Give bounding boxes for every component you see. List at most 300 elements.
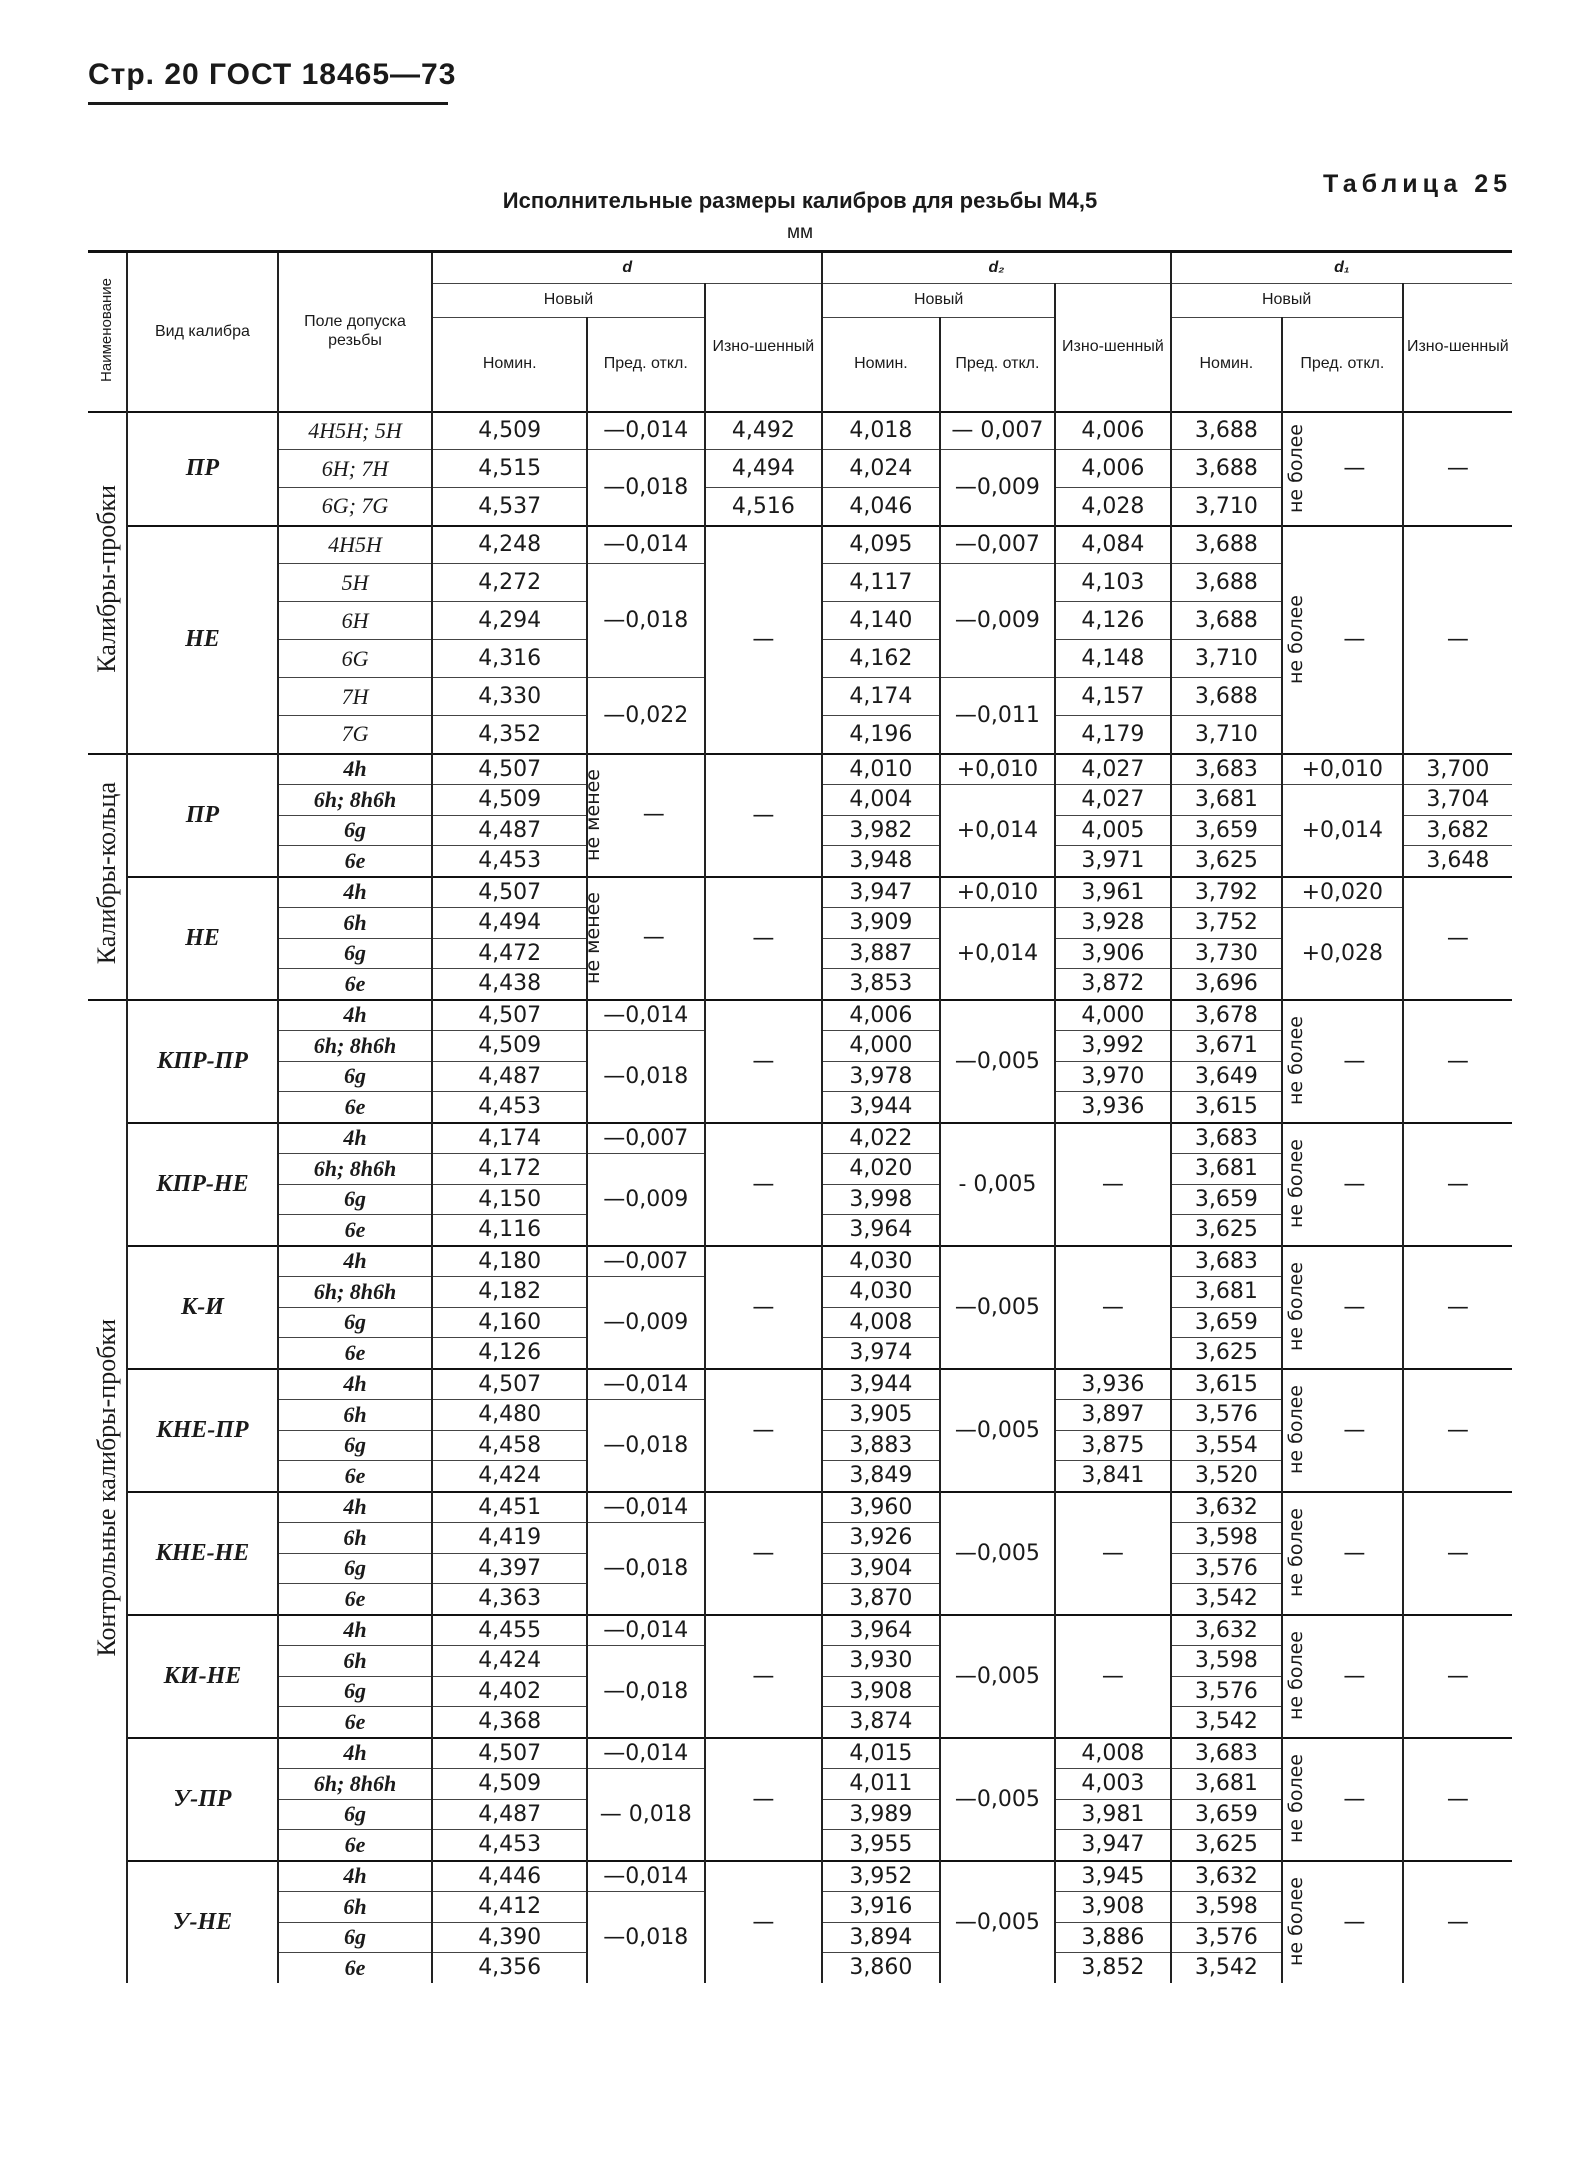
d1-nominal: 3,659 <box>1171 1799 1282 1830</box>
d-nominal: 4,150 <box>432 1184 587 1215</box>
d-nominal: 4,453 <box>432 1830 587 1861</box>
thread-field: 4H5H; 5H <box>278 412 433 450</box>
category-label <box>88 754 127 1000</box>
d-nominal: 4,419 <box>432 1523 587 1554</box>
d2-nominal: 3,998 <box>822 1184 940 1215</box>
d2-worn: 3,872 <box>1055 969 1171 1000</box>
d2-nominal: 4,174 <box>822 678 940 716</box>
gauge-kind: КПР-НЕ <box>127 1123 278 1246</box>
d-nominal: 4,451 <box>432 1492 587 1523</box>
d-nominal: 4,487 <box>432 1799 587 1830</box>
d1-nominal: 3,688 <box>1171 678 1282 716</box>
d2-worn: 3,886 <box>1055 1922 1171 1953</box>
d-nominal: 4,537 <box>432 488 587 526</box>
gauge-kind: ПР <box>127 754 278 877</box>
d-nominal: 4,363 <box>432 1584 587 1615</box>
d1-nominal: 3,710 <box>1171 640 1282 678</box>
table-unit: мм <box>786 222 814 243</box>
thread-field: 6H <box>278 602 433 640</box>
d2-deviation: —0,005 <box>940 1738 1055 1861</box>
d2-nominal: 3,944 <box>822 1369 940 1400</box>
d1-deviation <box>1282 1000 1403 1123</box>
gauge-kind: К-И <box>127 1246 278 1369</box>
category-text: Калибры-пробки <box>92 485 122 673</box>
category-label <box>88 1000 127 1983</box>
gauge-kind: У-ПР <box>127 1738 278 1861</box>
d-nominal: 4,294 <box>432 602 587 640</box>
d1-nominal: 3,688 <box>1171 564 1282 602</box>
d1-worn: 3,648 <box>1403 846 1512 877</box>
d1-nominal: 3,671 <box>1171 1031 1282 1062</box>
d1-nominal: 3,792 <box>1171 877 1282 908</box>
d2-worn: 3,981 <box>1055 1799 1171 1830</box>
col-d2-new: Новый <box>822 284 1055 318</box>
d-nominal: 4,412 <box>432 1892 587 1923</box>
d2-worn: 3,936 <box>1055 1092 1171 1123</box>
thread-field: 4h <box>278 1615 433 1646</box>
d2-nominal: 4,015 <box>822 1738 940 1769</box>
d2-nominal: 3,905 <box>822 1400 940 1431</box>
d-nominal: 4,487 <box>432 1061 587 1092</box>
d2-deviation: —0,005 <box>940 1861 1055 1983</box>
d2-nominal: 4,004 <box>822 785 940 816</box>
d2-deviation: —0,005 <box>940 1615 1055 1738</box>
thread-field: 6g <box>278 938 433 969</box>
thread-field: 6h <box>278 1646 433 1677</box>
thread-field: 6g <box>278 1676 433 1707</box>
d1-nominal: 3,576 <box>1171 1922 1282 1953</box>
d-nominal: 4,446 <box>432 1861 587 1892</box>
d-deviation: —0,018 <box>587 1646 705 1738</box>
d2-deviation: +0,010 <box>940 754 1055 785</box>
category-label <box>88 412 127 754</box>
d-worn: — <box>705 754 823 877</box>
d2-nominal: 3,916 <box>822 1892 940 1923</box>
d2-worn: 3,945 <box>1055 1861 1171 1892</box>
d1-nominal: 3,615 <box>1171 1369 1282 1400</box>
d-worn: — <box>705 526 823 754</box>
d1-worn: — <box>1403 1615 1512 1738</box>
table-row <box>88 754 1512 785</box>
thread-field: 6e <box>278 1338 433 1369</box>
d2-nominal: 3,860 <box>822 1953 940 1983</box>
d-nominal: 4,248 <box>432 526 587 564</box>
col-field: Поле допуска резьбы <box>278 252 433 412</box>
d2-worn: 3,992 <box>1055 1031 1171 1062</box>
d1-nominal: 3,688 <box>1171 450 1282 488</box>
d2-worn: 4,003 <box>1055 1769 1171 1800</box>
col-name: Наименование <box>88 252 127 412</box>
note-not-more: не более <box>1285 1754 1308 1844</box>
d1-deviation-value: — <box>1343 1663 1366 1689</box>
thread-field: 6h <box>278 1892 433 1923</box>
d-nominal: 4,316 <box>432 640 587 678</box>
d1-worn: 3,700 <box>1403 754 1512 785</box>
d2-nominal: 3,894 <box>822 1922 940 1953</box>
d-deviation: —0,018 <box>587 1523 705 1615</box>
d1-nominal: 3,598 <box>1171 1646 1282 1677</box>
thread-field: 6e <box>278 1461 433 1492</box>
d2-nominal: 4,030 <box>822 1246 940 1277</box>
d1-deviation <box>1282 526 1403 754</box>
d1-deviation-value: — <box>1343 456 1366 481</box>
d1-worn: — <box>1403 1492 1512 1615</box>
d1-deviation: +0,014 <box>1282 785 1403 877</box>
note-not-more: не более <box>1285 1877 1308 1967</box>
d2-nominal: 4,140 <box>822 602 940 640</box>
d2-nominal: 3,989 <box>822 1799 940 1830</box>
d-deviation: —0,014 <box>587 1369 705 1400</box>
d2-nominal: 3,948 <box>822 846 940 877</box>
d-worn: — <box>705 1369 823 1492</box>
table-number: Таблица 25 <box>1323 170 1512 198</box>
d2-worn: 4,148 <box>1055 640 1171 678</box>
thread-field: 6g <box>278 815 433 846</box>
category-text: Контрольные калибры-пробки <box>92 1319 122 1657</box>
d1-deviation-value: — <box>1343 1786 1366 1812</box>
d1-nominal: 3,576 <box>1171 1400 1282 1431</box>
col-d: d <box>432 252 822 284</box>
thread-field: 6e <box>278 1584 433 1615</box>
thread-field: 4h <box>278 1369 433 1400</box>
thread-field: 4h <box>278 1861 433 1892</box>
d-worn: — <box>705 877 823 1000</box>
thread-field: 6e <box>278 1953 433 1983</box>
d-nominal: 4,453 <box>432 846 587 877</box>
d1-nominal: 3,688 <box>1171 602 1282 640</box>
d1-deviation <box>1282 1492 1403 1615</box>
d-worn: 4,492 <box>705 412 823 450</box>
d1-nominal: 3,542 <box>1171 1584 1282 1615</box>
d2-worn: 4,006 <box>1055 450 1171 488</box>
thread-field: 6h <box>278 908 433 939</box>
d1-nominal: 3,598 <box>1171 1892 1282 1923</box>
header-rule <box>88 102 448 105</box>
d-deviation: —0,018 <box>587 1400 705 1492</box>
table-row <box>88 1738 1512 1769</box>
d1-worn: — <box>1403 1000 1512 1123</box>
d1-deviation-value: — <box>1343 1417 1366 1443</box>
thread-field: 6h; 8h6h <box>278 1769 433 1800</box>
table-row <box>88 1123 1512 1154</box>
d2-nominal: 3,952 <box>822 1861 940 1892</box>
thread-field: 6g <box>278 1799 433 1830</box>
gauge-kind: КИ-НЕ <box>127 1615 278 1738</box>
table-row <box>88 526 1512 564</box>
thread-field: 5H <box>278 564 433 602</box>
d1-nominal: 3,576 <box>1171 1676 1282 1707</box>
col-d-dev: Пред. откл. <box>587 318 705 412</box>
gauge-kind: НЕ <box>127 526 278 754</box>
d-deviation: —0,018 <box>587 1892 705 1983</box>
d2-nominal: 3,960 <box>822 1492 940 1523</box>
col-d2-dev: Пред. откл. <box>940 318 1055 412</box>
gauge-dimensions-table <box>88 250 1512 1983</box>
d1-deviation: +0,028 <box>1282 908 1403 1000</box>
d2-nominal: 4,018 <box>822 412 940 450</box>
d1-deviation: +0,010 <box>1282 754 1403 785</box>
thread-field: 6G <box>278 640 433 678</box>
d1-nominal: 3,681 <box>1171 1769 1282 1800</box>
d-nominal: 4,509 <box>432 412 587 450</box>
thread-field: 6h <box>278 1400 433 1431</box>
note-not-more: не более <box>1285 1631 1308 1721</box>
d2-worn: — <box>1055 1246 1171 1369</box>
thread-field: 6g <box>278 1553 433 1584</box>
d-nominal: 4,356 <box>432 1953 587 1983</box>
d2-worn: — <box>1055 1123 1171 1246</box>
note-not-more: не более <box>1285 594 1308 685</box>
thread-field: 6e <box>278 1092 433 1123</box>
thread-field: 4h <box>278 1246 433 1277</box>
d1-worn: — <box>1403 1738 1512 1861</box>
d1-nominal: 3,659 <box>1171 1184 1282 1215</box>
d2-deviation: — 0,007 <box>940 412 1055 450</box>
d-nominal: 4,472 <box>432 938 587 969</box>
d-nominal: 4,515 <box>432 450 587 488</box>
d1-deviation-value: — <box>1343 1909 1366 1935</box>
d2-worn: 3,947 <box>1055 1830 1171 1861</box>
thread-field: 6h; 8h6h <box>278 1154 433 1185</box>
d1-nominal: 3,632 <box>1171 1861 1282 1892</box>
thread-field: 4h <box>278 1123 433 1154</box>
gauge-kind: КПР-ПР <box>127 1000 278 1123</box>
note-not-less: не менее <box>582 769 605 861</box>
thread-field: 6h <box>278 1523 433 1554</box>
d-nominal: 4,424 <box>432 1646 587 1677</box>
d2-nominal: 3,883 <box>822 1430 940 1461</box>
d1-deviation <box>1282 412 1403 526</box>
d2-worn: 3,908 <box>1055 1892 1171 1923</box>
d2-deviation: —0,005 <box>940 1000 1055 1123</box>
thread-field: 6g <box>278 1307 433 1338</box>
d1-nominal: 3,683 <box>1171 1738 1282 1769</box>
d2-deviation: +0,014 <box>940 908 1055 1000</box>
d2-worn: 3,897 <box>1055 1400 1171 1431</box>
d-nominal: 4,487 <box>432 815 587 846</box>
d2-nominal: 3,870 <box>822 1584 940 1615</box>
d1-deviation <box>1282 1123 1403 1246</box>
d-deviation: —0,007 <box>587 1123 705 1154</box>
note-not-more: не более <box>1285 423 1308 514</box>
table-body <box>88 412 1512 1983</box>
d2-deviation: —0,011 <box>940 678 1055 754</box>
table-row <box>88 877 1512 908</box>
thread-field: 6H; 7H <box>278 450 433 488</box>
d1-nominal: 3,554 <box>1171 1430 1282 1461</box>
d-nominal: 4,458 <box>432 1430 587 1461</box>
d2-nominal: 3,849 <box>822 1461 940 1492</box>
gauge-kind: ПР <box>127 412 278 526</box>
table-title: Исполнительные размеры калибров для резьбы М4,5 <box>502 188 1098 213</box>
d2-nominal: 3,904 <box>822 1553 940 1584</box>
thread-field: 6G; 7G <box>278 488 433 526</box>
d1-deviation <box>1282 1246 1403 1369</box>
d2-nominal: 3,926 <box>822 1523 940 1554</box>
d-nominal: 4,507 <box>432 1000 587 1031</box>
d2-nominal: 4,162 <box>822 640 940 678</box>
d-nominal: 4,509 <box>432 1769 587 1800</box>
note-not-more: не более <box>1285 1508 1308 1598</box>
d1-nominal: 3,696 <box>1171 969 1282 1000</box>
d-worn: 4,494 <box>705 450 823 488</box>
d-deviation: —0,018 <box>587 1031 705 1123</box>
d-nominal: 4,116 <box>432 1215 587 1246</box>
d2-deviation: +0,014 <box>940 785 1055 877</box>
d-nominal: 4,480 <box>432 1400 587 1431</box>
note-not-more: не более <box>1285 1385 1308 1475</box>
d-deviation: —0,014 <box>587 526 705 564</box>
d2-worn: 4,027 <box>1055 754 1171 785</box>
d2-nominal: 4,117 <box>822 564 940 602</box>
note-not-less: не менее <box>582 892 605 984</box>
table-row <box>88 1492 1512 1523</box>
thread-field: 6g <box>278 1061 433 1092</box>
d-nominal: 4,160 <box>432 1307 587 1338</box>
d-deviation <box>582 754 705 877</box>
d2-worn: 4,005 <box>1055 815 1171 846</box>
d2-worn: 4,000 <box>1055 1000 1171 1031</box>
d1-nominal: 3,683 <box>1171 1123 1282 1154</box>
d2-nominal: 3,887 <box>822 938 940 969</box>
d2-worn: 4,084 <box>1055 526 1171 564</box>
gauge-kind: КНЕ-НЕ <box>127 1492 278 1615</box>
d1-deviation-value: — <box>1343 627 1366 652</box>
col-d2: d₂ <box>822 252 1171 284</box>
d2-deviation: —0,009 <box>940 564 1055 678</box>
d2-nominal: 3,874 <box>822 1707 940 1738</box>
table-row <box>88 1000 1512 1031</box>
thread-field: 4h <box>278 877 433 908</box>
d-nominal: 4,397 <box>432 1553 587 1584</box>
d-worn: — <box>705 1861 823 1983</box>
thread-field: 6h; 8h6h <box>278 1277 433 1308</box>
d-worn: — <box>705 1492 823 1615</box>
d-worn: — <box>705 1738 823 1861</box>
thread-field: 6g <box>278 1922 433 1953</box>
d1-nominal: 3,625 <box>1171 846 1282 877</box>
d-deviation: —0,014 <box>587 1492 705 1523</box>
col-d1-dev: Пред. откл. <box>1282 318 1403 412</box>
thread-field: 6g <box>278 1430 433 1461</box>
d2-nominal: 3,944 <box>822 1092 940 1123</box>
d-nominal: 4,507 <box>432 1738 587 1769</box>
gauge-kind: КНЕ-ПР <box>127 1369 278 1492</box>
d1-deviation-value: — <box>1343 1171 1366 1197</box>
d-nominal: 4,330 <box>432 678 587 716</box>
d1-nominal: 3,710 <box>1171 488 1282 526</box>
thread-field: 6h; 8h6h <box>278 785 433 816</box>
col-d-worn: Изно-шенный <box>705 284 823 412</box>
d-nominal: 4,509 <box>432 785 587 816</box>
d-nominal: 4,455 <box>432 1615 587 1646</box>
d-nominal: 4,126 <box>432 1338 587 1369</box>
d2-worn: — <box>1055 1615 1171 1738</box>
d2-worn: 4,179 <box>1055 716 1171 754</box>
d1-deviation <box>1282 1861 1403 1983</box>
d-nominal: 4,172 <box>432 1154 587 1185</box>
d-nominal: 4,390 <box>432 1922 587 1953</box>
d-deviation: —0,014 <box>587 1738 705 1769</box>
d1-deviation: +0,020 <box>1282 877 1403 908</box>
d2-worn: 4,028 <box>1055 488 1171 526</box>
thread-field: 6h; 8h6h <box>278 1031 433 1062</box>
d2-worn: — <box>1055 1492 1171 1615</box>
d2-nominal: 3,853 <box>822 969 940 1000</box>
d2-nominal: 3,947 <box>822 877 940 908</box>
d1-nominal: 3,681 <box>1171 1277 1282 1308</box>
d-worn: 4,516 <box>705 488 823 526</box>
d2-nominal: 3,964 <box>822 1615 940 1646</box>
d1-nominal: 3,542 <box>1171 1953 1282 1983</box>
d2-nominal: 3,982 <box>822 815 940 846</box>
d2-deviation: —0,005 <box>940 1246 1055 1369</box>
page-header: Стр. 20 ГОСТ 18465—73 <box>88 58 457 91</box>
d-nominal: 4,352 <box>432 716 587 754</box>
d1-deviation-value: — <box>1343 1540 1366 1566</box>
d2-deviation: +0,010 <box>940 877 1055 908</box>
d1-worn: — <box>1403 526 1512 754</box>
d2-nominal: 3,964 <box>822 1215 940 1246</box>
d-worn: — <box>705 1246 823 1369</box>
d1-nominal: 3,659 <box>1171 1307 1282 1338</box>
gauge-kind: НЕ <box>127 877 278 1000</box>
d1-nominal: 3,520 <box>1171 1461 1282 1492</box>
d1-worn: — <box>1403 412 1512 526</box>
d-deviation: —0,009 <box>587 1277 705 1369</box>
d2-worn: 4,008 <box>1055 1738 1171 1769</box>
d2-nominal: 3,908 <box>822 1676 940 1707</box>
d-nominal: 4,494 <box>432 908 587 939</box>
d2-worn: 4,126 <box>1055 602 1171 640</box>
d2-nominal: 4,046 <box>822 488 940 526</box>
d1-deviation-value: — <box>1343 1048 1366 1074</box>
d1-nominal: 3,632 <box>1171 1492 1282 1523</box>
d-worn: — <box>705 1615 823 1738</box>
thread-field: 4h <box>278 1738 433 1769</box>
thread-field: 7H <box>278 678 433 716</box>
d2-nominal: 4,196 <box>822 716 940 754</box>
d2-worn: 3,970 <box>1055 1061 1171 1092</box>
d2-nominal: 3,930 <box>822 1646 940 1677</box>
d-deviation: — 0,018 <box>587 1769 705 1861</box>
thread-field: 7G <box>278 716 433 754</box>
d1-deviation-value: — <box>1343 1294 1366 1320</box>
d1-nominal: 3,598 <box>1171 1523 1282 1554</box>
col-d2-nom: Номин. <box>822 318 940 412</box>
d2-worn: 3,961 <box>1055 877 1171 908</box>
d2-nominal: 4,095 <box>822 526 940 564</box>
d1-nominal: 3,681 <box>1171 1154 1282 1185</box>
d2-deviation: —0,005 <box>940 1492 1055 1615</box>
thread-field: 4h <box>278 754 433 785</box>
d1-worn: — <box>1403 1369 1512 1492</box>
d1-nominal: 3,615 <box>1171 1092 1282 1123</box>
col-d1-nom: Номин. <box>1171 318 1282 412</box>
d1-nominal: 3,576 <box>1171 1553 1282 1584</box>
gauge-kind: У-НЕ <box>127 1861 278 1983</box>
d1-nominal: 3,688 <box>1171 412 1282 450</box>
d-nominal: 4,507 <box>432 877 587 908</box>
col-d1-worn: Изно-шенный <box>1403 284 1512 412</box>
thread-field: 6e <box>278 1215 433 1246</box>
d1-deviation <box>1282 1369 1403 1492</box>
d2-worn: 3,875 <box>1055 1430 1171 1461</box>
d1-deviation <box>1282 1615 1403 1738</box>
d-nominal: 4,509 <box>432 1031 587 1062</box>
note-not-more: не более <box>1285 1016 1308 1106</box>
d2-nominal: 4,020 <box>822 1154 940 1185</box>
